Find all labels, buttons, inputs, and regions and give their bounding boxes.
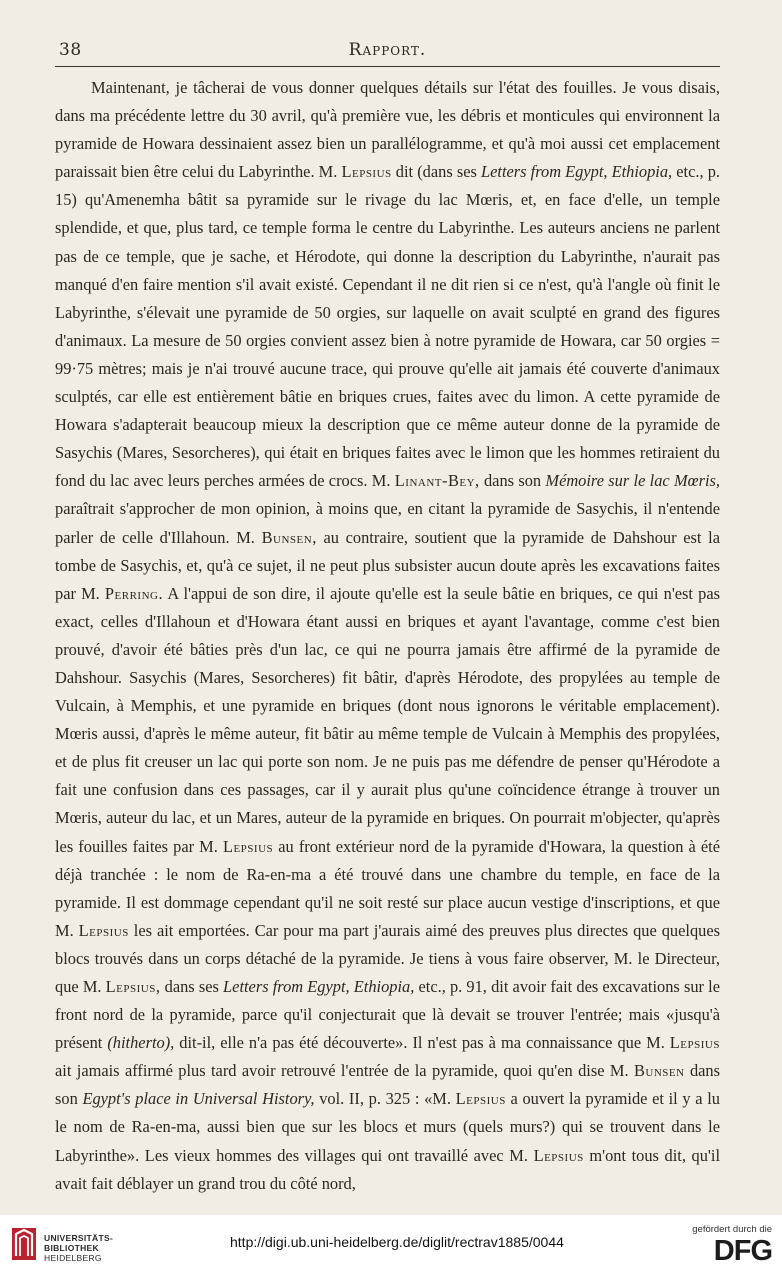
author-name: Lepsius — [222, 836, 274, 856]
book-title: Egypt's place in Universal History, — [82, 1089, 315, 1109]
permalink-url[interactable]: http://digi.ub.uni-heidelberg.de/diglit/rectrav1885/0044 — [230, 1234, 564, 1250]
author-name: Linant-Bey, — [394, 471, 480, 491]
author-name: Bunsen — [633, 1061, 685, 1081]
dfg-logo[interactable]: DFG — [713, 1235, 772, 1267]
author-name: Lepsius — [669, 1033, 720, 1053]
author-name: Lepsius — [341, 162, 392, 182]
funded-by-text: gefördert durch die — [692, 1224, 772, 1235]
running-title: Rapport. — [348, 40, 427, 60]
author-name: Bunsen, — [261, 527, 317, 547]
library-logo-icon — [10, 1222, 38, 1266]
header-rule — [55, 66, 720, 67]
italic-word: (hitherto), — [107, 1033, 175, 1053]
logo-text-line2: BIBLIOTHEK — [44, 1243, 99, 1253]
book-title: Letters from Egypt, Ethiopia, — [481, 162, 673, 182]
book-title: Letters from Egypt, Ethiopia, — [223, 977, 415, 996]
running-header — [55, 38, 720, 64]
university-library-logo[interactable] — [10, 1222, 190, 1266]
logo-text-line1: UNIVERSITÄTS- — [44, 1233, 114, 1243]
body-text — [55, 74, 720, 1198]
book-title: Mémoire sur le lac Mœris, — [545, 471, 721, 491]
paragraph: Maintenant, je tâcherai de vous donner quelques détails sur l'état des fouilles. Je vous disais, dans ma précédente lettre du 30 avril, qu'à première vue, les débris et monticules qui environnent la pyramide de Howara dessinaient assez bien un parallélogramme, et qu'à moi aussi cet emplacement paraissait bien être celui du Labyrinthe. M. Lepsius dit (dans ses Letters from Egypt, Ethiopia, etc., p. 15) qu'Amenemha bâtit sa pyramide sur le rivage du lac Mœris, et, en face d'elle, un temple splendide, et que, plus tard, ce temple forma le centre du Labyrinthe. Les auteurs anciens ne parlent pas de ce temple, que je sache, et Hérodote, qui donne la description du Labyrinthe, n'aurait pas manqué d'en faire mention s'il avait existé. Cependant il ne dit rien si ce n'est, qu'à l'angle où finit le Labyrinthe, s'élevait une pyramide de 50 orgies, sur laquelle on avait sculpté en grand des figures d'animaux. La mesure de 50 orgies convient assez bien à notre pyramide de Howara, car 50 orgies = 99·75 mètres; mais je n'ai trouvé aucune trace, qui prouve qu'elle ait jamais été couverte d'animaux sculptés, car elle est entièrement bâtie en briques crues, faites avec du limon. A cette pyramide de Howara s'adapterait beaucoup mieux la description que ce même auteur donne de la pyramide de Sasychis (Mares, Sesorcheres), qui était en briques faites avec le limon que les hommes retiraient du fond du lac avec leurs perches armées de crocs. M. Linant-Bey, dans son Mémoire sur le lac Mœris, paraîtrait s'approcher de mon opinion, à moins que, en citant la pyramide de Sasychis, il n'entende parler de celle d'Illahoun. M. Bunsen, au contraire, soutient que la pyramide de Dahshour est la tombe de Sasychis, et, qu'à ce sujet, il ne peut plus subsister aucun doute après les excavations faites par M. Perring. A l'appui de son dire, il ajoute qu'elle est la seule bâtie en briques, ce qui n'est pas exact, celles d'Illahoun et d'Howara étant aussi en briques et ayant l'avantage, comme c'est bien prouvé, d'avoir été bâties près d'un lac, ce qui ne pourra jamais être affirmé de la pyramide de Dahshour. Sasychis (Mares, Sesorcheres) fit bâtir, d'après Hérodote, des propylées au temple de Vulcain, à Memphis, et une pyramide en briques (dont nous ignorons le véritable emplacement). Mœris aussi, d'après le même auteur, fit bâtir au même temple de Vulcain à Memphis des propylées, et de plus fit creuser un lac qui porte son nom. Je ne puis pas me défendre de penser qu'Hérodote a fait une confusion dans ces passages, car il y aurait plus qu'une coïncidence étrange à trouver un Mœris, auteur du lac, et un Mares, auteur de la pyramide en briques. On pourrait m'objecter, qu'après les fouilles faites par M. Lepsius au front extérieur nord de la pyramide d'Howara, la question à été déjà tranchée : le nom de Ra-en-ma a été trouvé dans une chambre du temple, en face de la pyramide. Il est dommage cependant qu'il ne soit resté sur place aucun vestige d'inscriptions, et que M. Lepsius les ait emportées. Car pour ma part j'aurais aimé des preuves plus directes que quelques blocs trouvés dans un corps détaché de la pyramide. Je tiens à vous faire observer, M. le Directeur, que M. Lepsius, dans ses Letters from Egypt, Ethiopia, etc., p. 91, dit avoir fait des excavations sur le front nord de la pyramide, parce qu'il conjecturait que là devait se trouver l'entrée; mais «jusqu'à présent (hitherto), dit-il, elle n'a pas été découverte». Il n'est pas à ma connaissance que M. Lepsius ait jamais affirmé plus tard avoir retrouvé l'entrée de la pyramide, quoi qu'en dise M. Bunsen dans son Egypt's place in Universal History, vol. II, p. 325 : «M. Lepsius a ouvert la pyramide et il y a lu le nom de Ra-en-ma, aussi bien que sur les blocs et murs (quels murs?) qui se trouvent dans le Labyrinthe». Les vieux hommes des villages qui ont travaillé avec M. Lepsius m'ont tous dit, qu'il avait fait déblayer un grand trou du côté nord, — [55, 78, 721, 1193]
author-name: Perring. — [104, 583, 164, 603]
page-number: 38 — [59, 40, 82, 60]
author-name: Lepsius — [533, 1145, 584, 1165]
author-name: Lepsius — [455, 1089, 506, 1109]
author-name: Lepsius, — [105, 977, 161, 996]
author-name: Lepsius — [78, 920, 129, 940]
logo-text-line3: HEIDELBERG — [44, 1253, 102, 1263]
